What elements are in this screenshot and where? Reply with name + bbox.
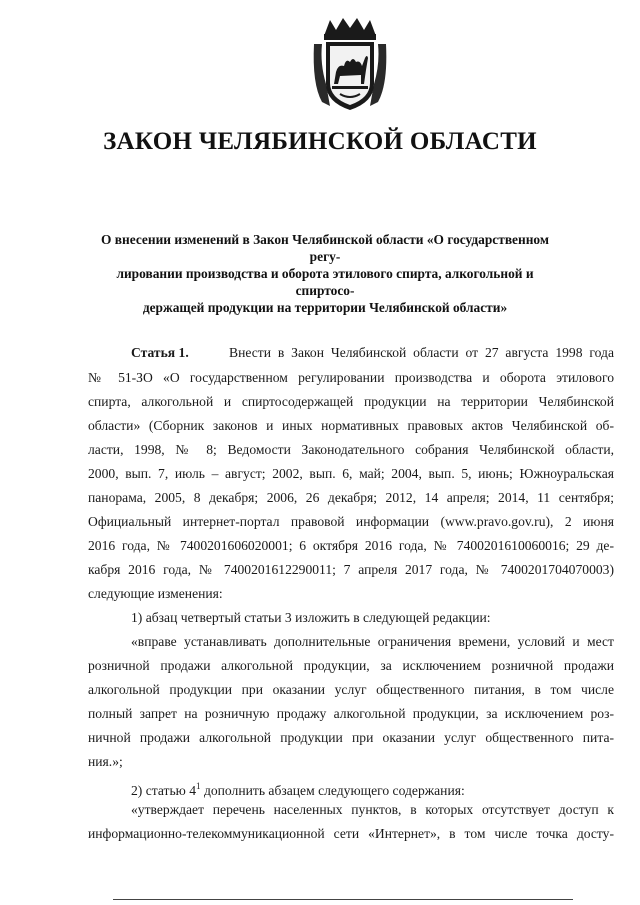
item-1-heading: 1) абзац четвертый статьи 3 изложить в следующей редакции: bbox=[131, 610, 491, 625]
body-line: спирта, алкогольной и спиртосодержащей продукции на территории Челябинской bbox=[88, 394, 614, 409]
subtitle-line: О внесении изменений в Закон Челябинской области «О государственном регу- bbox=[101, 232, 549, 264]
quote-line: «вправе устанавливать дополнительные ограничения времени, условий и мест bbox=[131, 634, 614, 649]
article-number: Статья 1. bbox=[131, 345, 189, 360]
quote-line: ния.»; bbox=[88, 754, 123, 769]
body-line: Официальный интернет-портал правовой информации (www.pravo.gov.ru), 2 июня bbox=[88, 514, 614, 529]
body-line: панорама, 2005, 8 декабря; 2006, 26 декабря; 2012, 14 апреля; 2014, 11 сентября; bbox=[88, 490, 614, 505]
article-label bbox=[131, 345, 189, 361]
quote-line: алкогольной продукции при оказании услуг общественного питания, в том числе bbox=[88, 682, 614, 697]
article-first-line: Внести в Закон Челябинской области от 27 августа 1998 года bbox=[229, 345, 614, 360]
quote-line: розничной продажи алкогольной продукции, за исключением розничной продажи bbox=[88, 658, 614, 673]
subtitle-line: лировании производства и оборота этилового спирта, алкогольной и спиртосо- bbox=[116, 266, 534, 298]
subtitle-line: держащей продукции на территории Челябинской области» bbox=[142, 300, 508, 315]
body-line: № 51-ЗО «О государственном регулировании производства и оборота этилового bbox=[88, 370, 614, 385]
quote-line: ничной продажи алкогольной продукции при оказании услуг общественного пита- bbox=[88, 730, 614, 745]
item-2-heading bbox=[131, 778, 465, 799]
law-subtitle bbox=[90, 231, 560, 316]
law-title: ЗАКОН ЧЕЛЯБИНСКОЙ ОБЛАСТИ bbox=[103, 128, 537, 155]
item-2-heading-prefix: 2) статью 4 bbox=[131, 783, 197, 798]
quote-line: информационно-телекоммуникационной сети «Интернет», в том числе точка досту- bbox=[88, 826, 614, 841]
body-line: области» (Сборник законов и иных нормативных правовых актов Челябинской об- bbox=[88, 418, 614, 433]
quote-line: полный запрет на розничную продажу алкогольной продукции, за исключением роз- bbox=[88, 706, 614, 721]
body-line: следующие изменения: bbox=[88, 586, 223, 601]
item-2-superscript: 1 bbox=[196, 781, 201, 791]
body-line: 2000, вып. 7, июль – август; 2002, вып. 6, май; 2004, вып. 5, июнь; Южноуральская bbox=[88, 466, 614, 481]
body-line: 2016 года, № 7400201606020001; 6 октября 2016 года, № 7400201610060016; 29 де- bbox=[88, 538, 614, 553]
body-line: ласти, 1998, № 8; Ведомости Законодательного собрания Челябинской области, bbox=[88, 442, 614, 457]
item-2-heading-suffix: дополнить абзацем следующего содержания: bbox=[200, 783, 465, 798]
body-line: кабря 2016 года, № 7400201612290011; 7 апреля 2017 года, № 7400201704070003) bbox=[88, 562, 614, 577]
quote-line: «утверждает перечень населенных пунктов, в которых отсутствует доступ к bbox=[131, 802, 614, 817]
coat-of-arms-emblem bbox=[310, 14, 390, 114]
page-bottom-rule bbox=[113, 899, 573, 900]
